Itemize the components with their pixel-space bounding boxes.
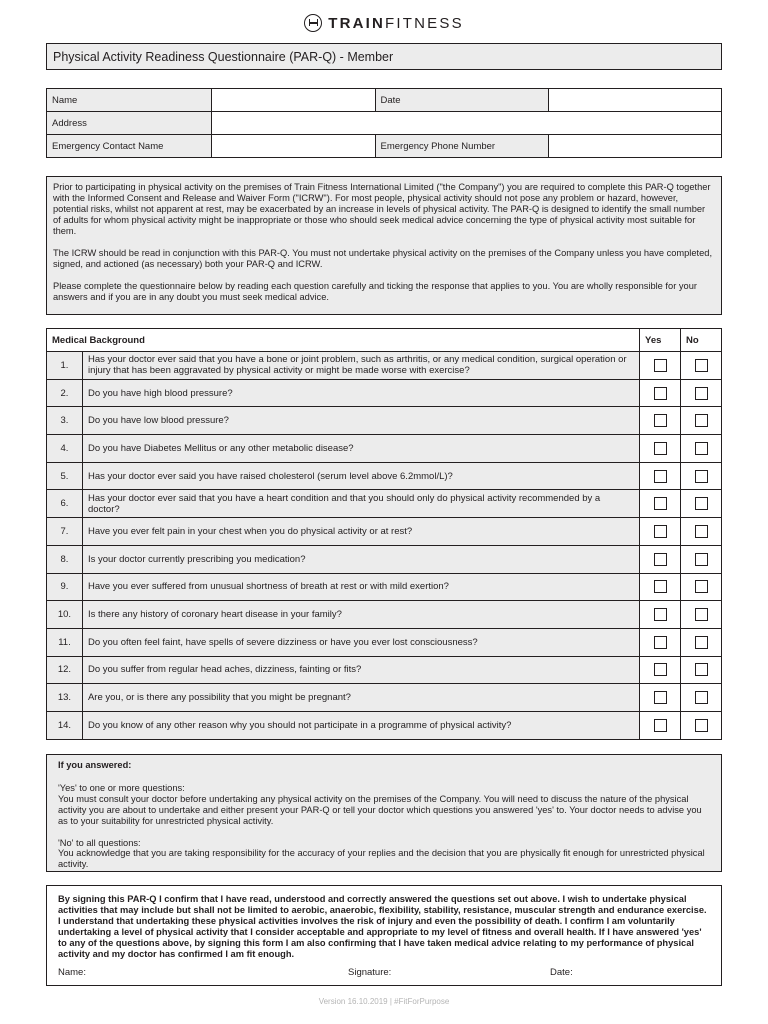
date-field[interactable]: [549, 89, 722, 112]
emergency-contact-label: Emergency Contact Name: [47, 135, 212, 158]
question-text: Do you know of any other reason why you should not participate in a programme of physical activity?: [82, 711, 639, 739]
question-row: [47, 435, 722, 463]
yes-checkbox[interactable]: [654, 497, 667, 510]
no-column-header: No: [681, 329, 722, 352]
no-cell: [681, 462, 722, 490]
question-row: [47, 628, 722, 656]
question-text: Do you often feel faint, have spells of severe dizziness or have you ever lost consciousness?: [82, 628, 639, 656]
no-cell: [681, 573, 722, 601]
question-number: 13.: [47, 684, 83, 712]
no-guidance-heading: 'No' to all questions:: [58, 837, 141, 848]
yes-cell: [640, 656, 681, 684]
yes-checkbox[interactable]: [654, 608, 667, 621]
emergency-phone-label: Emergency Phone Number: [375, 135, 549, 158]
yes-cell: [640, 628, 681, 656]
question-row: [47, 573, 722, 601]
question-number: 12.: [47, 656, 83, 684]
no-checkbox[interactable]: [695, 553, 708, 566]
yes-guidance: [58, 783, 710, 827]
yes-cell: [640, 573, 681, 601]
no-checkbox[interactable]: [695, 636, 708, 649]
yes-cell: [640, 711, 681, 739]
question-row: [47, 684, 722, 712]
yes-checkbox[interactable]: [654, 442, 667, 455]
question-text: Have you ever suffered from unusual shortness of breath at rest or with mild exertion?: [82, 573, 639, 601]
yes-checkbox[interactable]: [654, 691, 667, 704]
question-text: Have you ever felt pain in your chest when you do physical activity or at rest?: [82, 518, 639, 546]
medical-background-header: Medical Background: [47, 329, 640, 352]
question-number: 10.: [47, 601, 83, 629]
question-text: Do you have high blood pressure?: [82, 379, 639, 407]
question-row: [47, 462, 722, 490]
no-checkbox[interactable]: [695, 719, 708, 732]
question-number: 4.: [47, 435, 83, 463]
question-row: [47, 545, 722, 573]
yes-cell: [640, 435, 681, 463]
no-checkbox[interactable]: [695, 663, 708, 676]
address-field[interactable]: [211, 112, 721, 135]
form-title: Physical Activity Readiness Questionnaire (PAR-Q) - Member: [46, 43, 722, 70]
no-cell: [681, 628, 722, 656]
question-row: [47, 407, 722, 435]
question-row: [47, 601, 722, 629]
no-checkbox[interactable]: [695, 580, 708, 593]
yes-checkbox[interactable]: [654, 525, 667, 538]
yes-column-header: Yes: [640, 329, 681, 352]
yes-checkbox[interactable]: [654, 636, 667, 649]
declaration-statement: By signing this PAR-Q I confirm that I have read, understood and correctly answered the questions set out above. I wish to undertake physical activities that may include but shall not be limited to aerobic, anaerobic, flexibility, stability, resistance, muscular strength and endurance exercise. I understand that undertaking these physical activities involves the risk of injury and even the possibility of death. I confirm I am voluntarily undertaking a level of physical activity that I consider acceptable and appropriate to my level of fitness and overall health. If I have answered 'yes' to any of the questions above, by signing this form I am also confirming that I have taken medical advice relating to my performance of physical activity and my doctor has confirmed I am fit enough.: [58, 894, 707, 959]
yes-checkbox[interactable]: [654, 663, 667, 676]
question-row: [47, 518, 722, 546]
yes-guidance-heading: 'Yes' to one or more questions:: [58, 782, 185, 793]
question-number: 5.: [47, 462, 83, 490]
yes-checkbox[interactable]: [654, 387, 667, 400]
no-checkbox[interactable]: [695, 442, 708, 455]
question-number: 11.: [47, 628, 83, 656]
yes-cell: [640, 601, 681, 629]
no-guidance-text: You acknowledge that you are taking responsibility for the accuracy of your replies and the decision that you are physically fit enough for unrestricted physical activity.: [58, 848, 705, 870]
no-cell: [681, 490, 722, 518]
question-row: [47, 490, 722, 518]
question-number: 8.: [47, 545, 83, 573]
question-text: Do you have low blood pressure?: [82, 407, 639, 435]
yes-cell: [640, 379, 681, 407]
question-row: [47, 352, 722, 380]
no-checkbox[interactable]: [695, 608, 708, 621]
question-number: 6.: [47, 490, 83, 518]
signature-box: [46, 885, 722, 986]
question-row: [47, 711, 722, 739]
question-text: Has your doctor ever said that you have a heart condition and that you should only do physical activity recommended by a doctor?: [82, 490, 639, 518]
no-checkbox[interactable]: [695, 691, 708, 704]
intro-paragraph: Prior to participating in physical activity on the premises of Train Fitness International Limited ("the Company") you are required to complete this PAR-Q together with the Informed Consent and Release and Waiver Form ("ICRW"). For most people, physical activity should not pose any problem or hazard, however, potential risks, whilst not apparent at rest, may be exacerbated by an increase in levels of physical activity. The PAR-Q is designed to identify the small number of adults for whom physical activity might be inappropriate or those who should seek medical advice concerning the type of physical activity most suitable for them.: [53, 182, 711, 236]
member-details-table: [46, 88, 722, 158]
yes-cell: [640, 462, 681, 490]
footer-version: Version 16.10.2019 | #FitForPurpose: [318, 997, 450, 1006]
intro-paragraph: Please complete the questionnaire below by reading each question carefully and ticking the response that applies to you. You are wholly responsible for your answers and if you are in any doubt you must seek medical advice.: [53, 281, 697, 302]
yes-cell: [640, 352, 681, 380]
no-checkbox[interactable]: [695, 525, 708, 538]
intro-paragraph: The ICRW should be read in conjunction with this PAR-Q. You must not undertake physical activity on the premises of the Company unless you have completed, signed, and actioned (as necessary) both your PAR-Q and ICRW.: [53, 248, 713, 269]
question-text: Do you have Diabetes Mellitus or any other metabolic disease?: [82, 435, 639, 463]
question-number: 9.: [47, 573, 83, 601]
yes-checkbox[interactable]: [654, 580, 667, 593]
if-you-answered-box: [46, 754, 722, 872]
no-cell: [681, 352, 722, 380]
intro-box: [46, 176, 722, 315]
if-you-answered-heading: If you answered:: [58, 760, 132, 770]
question-number: 3.: [47, 407, 83, 435]
no-cell: [681, 435, 722, 463]
no-cell: [681, 711, 722, 739]
question-text: Is there any history of coronary heart disease in your family?: [82, 601, 639, 629]
no-cell: [681, 407, 722, 435]
date-label: Date: [375, 89, 549, 112]
no-checkbox[interactable]: [695, 470, 708, 483]
no-cell: [681, 518, 722, 546]
no-checkbox[interactable]: [695, 359, 708, 372]
address-label: Address: [47, 112, 212, 135]
medical-background-table: [46, 328, 722, 740]
no-checkbox[interactable]: [695, 414, 708, 427]
logo-wordmark: TRAINFITNESS: [328, 14, 464, 32]
yes-guidance-text: You must consult your doctor before undertaking any physical activity on the premises of the Company. You will need to discuss the nature of the physical activity you are about to undertake and either present your PAR-Q or tell your doctor which questions you answered 'yes' to. Your doctor needs to advise you as to your suitability for unrestricted physical activity.: [58, 793, 702, 826]
question-text: Has your doctor ever said that you have a bone or joint problem, such as arthritis, or any medical condition, surgical operation or injury that has been aggravated by physical activity or might be made worse with exercise?: [82, 352, 639, 380]
yes-cell: [640, 684, 681, 712]
no-cell: [681, 379, 722, 407]
name-label: Name: [47, 89, 212, 112]
yes-checkbox[interactable]: [654, 719, 667, 732]
question-text: Is your doctor currently prescribing you medication?: [82, 545, 639, 573]
yes-cell: [640, 490, 681, 518]
yes-checkbox[interactable]: [654, 470, 667, 483]
no-cell: [681, 684, 722, 712]
logo-icon: [304, 14, 322, 32]
no-cell: [681, 545, 722, 573]
no-cell: [681, 656, 722, 684]
question-text: Are you, or is there any possibility that you might be pregnant?: [82, 684, 639, 712]
question-number: 7.: [47, 518, 83, 546]
yes-checkbox[interactable]: [654, 553, 667, 566]
yes-cell: [640, 545, 681, 573]
question-row: [47, 379, 722, 407]
question-text: Do you suffer from regular head aches, dizziness, fainting or fits?: [82, 656, 639, 684]
no-cell: [681, 601, 722, 629]
question-text: Has your doctor ever said you have raised cholesterol (serum level above 6.2mmol/L)?: [82, 462, 639, 490]
question-row: [47, 656, 722, 684]
brand-logo: [0, 14, 768, 32]
yes-cell: [640, 518, 681, 546]
signature-date-label[interactable]: Date:: [550, 967, 573, 978]
question-number: 2.: [47, 379, 83, 407]
emergency-phone-field[interactable]: [549, 135, 722, 158]
no-guidance: [58, 838, 710, 871]
yes-cell: [640, 407, 681, 435]
name-field[interactable]: [211, 89, 375, 112]
yes-checkbox[interactable]: [654, 414, 667, 427]
signature-name-label[interactable]: Name:: [58, 967, 86, 978]
emergency-contact-field[interactable]: [211, 135, 375, 158]
signature-label[interactable]: Signature:: [348, 967, 392, 978]
yes-checkbox[interactable]: [654, 359, 667, 372]
no-checkbox[interactable]: [695, 497, 708, 510]
question-number: 1.: [47, 352, 83, 380]
question-number: 14.: [47, 711, 83, 739]
no-checkbox[interactable]: [695, 387, 708, 400]
